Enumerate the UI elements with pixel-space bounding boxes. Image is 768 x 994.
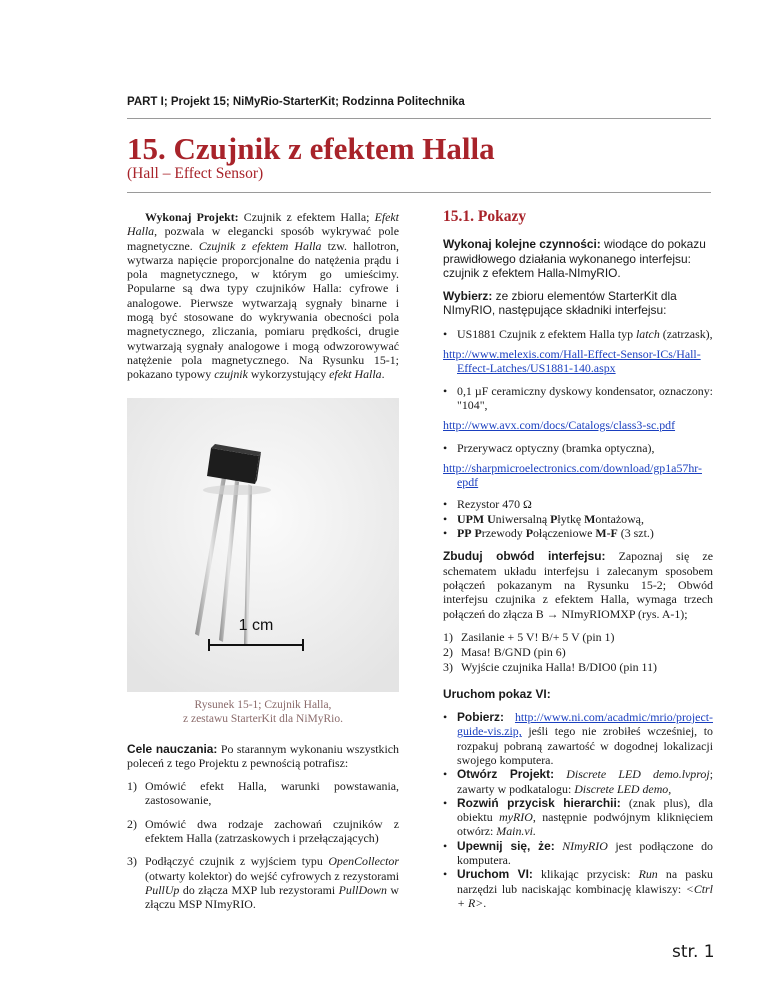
list-item [443, 630, 713, 644]
intro-italic: czujnik [214, 367, 248, 382]
intro-text: . [381, 367, 385, 382]
page-number: str. 1 [672, 942, 715, 962]
header-rule [127, 118, 711, 119]
bullet-icon: • [443, 838, 448, 853]
item-number: 1) [443, 629, 453, 644]
item-text: ontażową, [595, 511, 644, 526]
page-title: 15. Czujnik z efektem Halla [127, 131, 495, 166]
item-text: Omówić efekt Halla, warunki powstawania, zastosowanie, [145, 779, 399, 808]
build-paragraph [443, 549, 713, 620]
list-item [443, 767, 713, 796]
bullet-icon: • [443, 710, 448, 725]
list-item [443, 710, 713, 767]
item-text: w złączu MSP NImyRIO. [145, 882, 400, 912]
bullet-icon: • [443, 383, 448, 398]
build-text: Zapoznaj się ze schematem układu interfejsu i zalecanym sposobem połączeń pokazanym na Rysunku 15-2; Obwód interfejsu czujnika z efektem Halla, wymaga trzech połączeń do złącza B → NImyRIOMXP (rys. A-1); [443, 549, 713, 621]
list-item [443, 384, 713, 413]
item-number: 3) [127, 854, 137, 869]
item-bold: M [584, 511, 596, 526]
step-keyword: Uruchom VI: [457, 867, 533, 882]
hall-sensor-photo [127, 398, 399, 692]
item-text: niwersalną [495, 511, 551, 526]
bullet-icon: • [443, 440, 448, 455]
item-italic: Discrete LED demo, [574, 781, 672, 796]
intro-italic: Czujnik z efektem Halla [198, 238, 322, 253]
goals-text: Po starannym wykonaniu wszystkich poleceń z tego Projektu z pewnością potrafisz: [127, 741, 399, 770]
item-italic: <Ctrl + R> [457, 881, 713, 910]
item-number: 2) [443, 645, 453, 660]
step-keyword: Rozwiń przycisk hierarchii: [457, 795, 621, 810]
intro-text: , pozwala w elegancki sposób wykrywać pole magnetyczne. [127, 224, 399, 253]
intro-text: wykorzystujący [247, 367, 330, 382]
item-italic: Discrete LED demo.lvproj [566, 767, 710, 782]
item-italic: latch [635, 326, 660, 341]
item-italic: OpenCollector [328, 854, 399, 869]
list-item [443, 660, 713, 674]
melexis-link[interactable]: http://www.melexis.com/Hall-Effect-Sensor-ICs/Hall-Effect-Latches/US1881-140.aspx [443, 347, 701, 376]
item-text: ołączeniowe [532, 526, 596, 541]
components-list [443, 441, 713, 455]
item-text: Rezystor 470 Ω [457, 497, 532, 512]
intro-text: tzw. hallotron, wytwarza napięcie proporcjonalne do natężenia prądu i pola magnetycznego, w którym go umieścimy. Popularne są dwa typy czujników Halla: cyfrowe i analogowe. Pierwsze wytwarzają sygnały binarne i mogą być stosowane do wykrywania obecności pola magnetycznego, zliczania, pomiaru prędkości, drugie wytwarzają sygnały analogowe i mogą odwzorowywać natężenie pola magnetycznego. Na Rysunku 15-1; pokazano typowy [127, 238, 399, 382]
scale-label: 1 cm [238, 616, 274, 634]
sharp-link[interactable]: http://sharpmicroelectronics.com/download/gp1a57hr-epdf [443, 460, 702, 490]
item-text: (3 szt.) [617, 526, 654, 541]
item-number: 3) [443, 660, 453, 675]
item-bold: P [525, 526, 533, 541]
list-item [443, 796, 713, 839]
avx-link[interactable]: http://www.avx.com/docs/Catalogs/class3-sc.pdf [443, 418, 676, 433]
item-italic: Main.vi. [496, 824, 536, 839]
list-item [443, 327, 713, 341]
bullet-icon: • [443, 326, 448, 341]
section-heading: 15.1. Pokazy [443, 208, 527, 225]
item-italic: PullDown [338, 882, 387, 897]
item-bold: U [487, 511, 496, 526]
bullet-icon: • [443, 767, 448, 782]
bullet-icon: • [443, 497, 448, 512]
components-list [443, 327, 713, 341]
item-text: łytkę [557, 511, 585, 526]
list-item [443, 839, 713, 868]
components-list [443, 384, 713, 413]
bullet-icon: • [443, 795, 448, 810]
run-heading [443, 687, 713, 701]
list-item [443, 441, 713, 455]
item-text: ; zawarty w podkatalogu: [457, 767, 713, 796]
item-italic: NImyRIO [562, 838, 608, 853]
list-item [443, 512, 713, 526]
item-number: 2) [127, 816, 137, 831]
item-text: Przerywacz optyczny (bramka optyczna), [457, 440, 655, 455]
item-text: (znak plus), dla obiektu [457, 795, 713, 825]
run-keyword: Uruchom pokaz VI: [443, 686, 551, 701]
item-text: Podłączyć czujnik z wyjściem typu [145, 854, 329, 869]
intro-paragraph [127, 210, 399, 382]
item-text: 0,1 µF ceramiczny dyskowy kondensator, oznaczony: "104", [457, 383, 713, 412]
bullet-icon: • [443, 511, 448, 526]
goals-list [127, 779, 399, 911]
item-text: Omówić dwa rodzaje zachowań czujników z efektem Halla (zatrzaskowych i przełączających) [145, 816, 399, 846]
item-text: (otwarty kolektor) do wejść cyfrowych z rezystorami [145, 868, 399, 883]
item-bold: PP [457, 526, 472, 541]
item-text: rzewody [481, 526, 526, 541]
intro-italic: Efekt Halla [127, 210, 399, 239]
intro-text: Czujnik z efektem Halla; [238, 210, 375, 224]
list-item [127, 817, 399, 846]
item-bold: P [474, 526, 482, 541]
running-header: PART I; Projekt 15; NiMyRio-StarterKit; Rodzinna Politechnika [127, 96, 465, 108]
item-text: , następnie podwójnym kliknięciem otwórz: [457, 810, 713, 839]
title-rule [127, 192, 711, 193]
right-column [443, 210, 713, 910]
item-text: US1881 Czujnik z efektem Halla typ [457, 326, 636, 341]
instructions-text: wiodące do pokazu prawidłowego działania wykonanego interfejsu: czujnik z efektem Halla-NImyRIO. [443, 237, 706, 280]
steps-list [443, 710, 713, 910]
item-text: (zatrzask), [659, 326, 713, 341]
select-keyword: Wybierz: [443, 289, 493, 304]
figure-caption [127, 698, 399, 726]
step-keyword: Upewnij się, że: [457, 838, 555, 853]
item-italic: myRIO [499, 810, 533, 825]
hall-sensor-illustration [127, 398, 399, 692]
bullet-icon: • [443, 526, 448, 541]
item-text: na pasku narzędzi lub naciskając kombinację klawiszy: [457, 867, 713, 896]
bullet-icon: • [443, 867, 448, 882]
item-text: klikając przycisk: [532, 867, 639, 882]
select-paragraph [443, 289, 713, 318]
step-keyword: Pobierz: [457, 710, 504, 725]
page-subtitle: (Hall – Effect Sensor) [127, 165, 264, 182]
left-column [127, 210, 399, 921]
list-item [443, 867, 713, 910]
components-list [443, 497, 713, 540]
list-item [127, 854, 399, 911]
item-text: jest podłączone do komputera. [457, 838, 713, 867]
item-number: 1) [127, 779, 137, 794]
goals-keyword: Cele nauczania: [127, 741, 218, 756]
intro-italic: efekt Halla [329, 367, 382, 382]
list-item [443, 526, 713, 540]
caption-line: z zestawu StarterKit dla NiMyRio. [182, 712, 343, 725]
list-item [443, 645, 713, 659]
instructions-paragraph [443, 237, 713, 280]
connections-list [443, 630, 713, 675]
item-italic: Run [638, 867, 658, 882]
item-text: jeśli tego nie zrobiłeś wcześniej, to rozpakuj pobraną zawartość w dogodnej lokalizacji swojego komputera. [457, 724, 713, 767]
build-keyword: Zbuduj obwód interfejsu: [443, 549, 606, 564]
intro-keyword: Wykonaj Projekt: [145, 210, 239, 224]
step-keyword: Otwórz Projekt: [457, 767, 555, 782]
caption-line: Rysunek 15-1; Czujnik Halla, [194, 698, 332, 711]
item-text: . [483, 895, 487, 910]
item-text: Zasilanie + 5 V! B/+ 5 V (pin 1) [461, 629, 615, 644]
item-text: Masa! B/GND (pin 6) [461, 645, 566, 660]
select-text: ze zbioru elementów StarterKit dla NImyRIO, następujące składniki interfejsu: [443, 289, 677, 318]
instructions-keyword: Wykonaj kolejne czynności: [443, 237, 601, 252]
item-text: Wyjście czujnika Halla! B/DIO0 (pin 11) [461, 660, 657, 675]
item-italic: PullUp [145, 882, 180, 897]
item-bold: UPM [457, 511, 485, 526]
goals-paragraph [127, 742, 399, 771]
item-bold: M-F [595, 526, 618, 541]
item-text: do złącza MXP lub rezystorami [179, 882, 339, 897]
project-zip-link[interactable]: http://www.ni.com/acadmic/mrio/project-guide-vis.zip, [457, 710, 713, 739]
list-item [127, 779, 399, 808]
item-bold: P [550, 511, 558, 526]
list-item [443, 497, 713, 511]
